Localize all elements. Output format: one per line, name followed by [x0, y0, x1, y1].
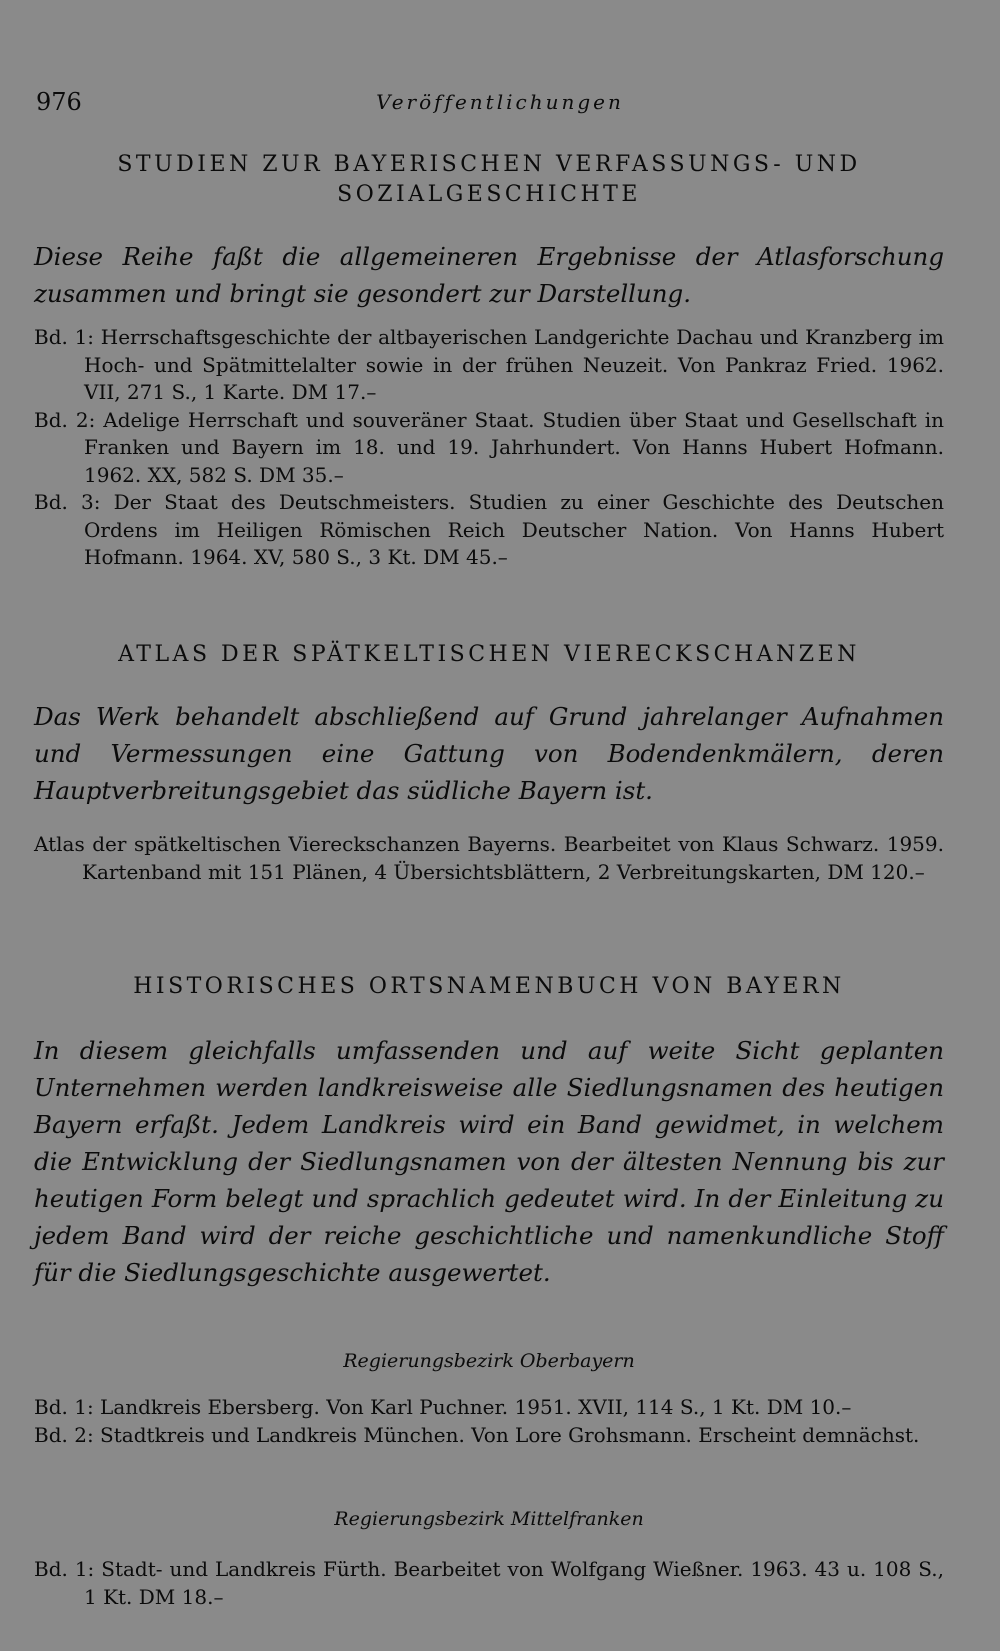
section-title-line: STUDIEN ZUR BAYERISCHEN VERFASSUNGS- UND — [117, 152, 861, 177]
bibliography-entry: Bd. 1: Herrschaftsgeschichte der altbayerischen Landgerichte Dachau und Kranzberg im Hoch- und Spätmittelalter sowie in der frühen Neuzeit. Von Pankraz Fried. 1962. VII, 271 S., 1 Karte. DM 17.– — [34, 325, 944, 404]
section-description: Das Werk behandelt abschließend auf Grund jahrelanger Aufnahmen und Vermessungen eine Gattung von Bodendenkmälern, deren Hauptverbreitungsgebiet das südliche Bayern ist. — [34, 702, 944, 805]
bibliography-entry: Bd. 1: Landkreis Ebersberg. Von Karl Puchner. 1951. XVII, 114 S., 1 Kt. DM 10.– — [34, 1395, 852, 1419]
section-studien-body — [34, 238, 944, 312]
page-number: 976 — [36, 88, 82, 116]
section-studien-entries — [34, 324, 944, 572]
section-ortsnamenbuch — [34, 972, 944, 1002]
bibliography-entry: Bd. 1: Stadt- und Landkreis Fürth. Bearbeitet von Wolfgang Wießner. 1963. 43 u. 108 S., 1 Kt. DM 18.– — [34, 1557, 944, 1609]
section-studien — [34, 150, 944, 210]
subsection-heading: Regierungsbezirk Mittelfranken — [334, 1508, 644, 1530]
section-atlas-body — [34, 698, 944, 809]
bibliography-entry: Bd. 2: Adelige Herrschaft und souveräner Staat. Studien über Staat und Gesellschaft in Franken und Bayern im 18. und 19. Jahrhundert. Von Hanns Hubert Hofmann. 1962. XX, 582 S. DM 35.– — [34, 407, 944, 487]
section-description: Diese Reihe faßt die allgemeineren Ergebnisse der Atlasforschung zusammen und bringt sie gesondert zur Darstellung. — [34, 242, 944, 308]
section-title — [34, 150, 944, 210]
running-head: Veröffentlichungen — [376, 90, 624, 114]
page-header — [36, 88, 964, 128]
section-atlas-entries — [34, 831, 944, 886]
section-atlas — [34, 640, 944, 670]
section-oberbayern — [34, 1350, 944, 1372]
section-title-line: SOZIALGESCHICHTE — [337, 182, 641, 207]
bibliography-entry: Bd. 3: Der Staat des Deutschmeisters. Studien zu einer Geschichte des Deutschen Ordens im Heiligen Römischen Reich Deutscher Nation. Von Hanns Hubert Hofmann. 1964. XV, 580 S., 3 Kt. DM 45.– — [34, 490, 944, 569]
section-title: HISTORISCHES ORTSNAMENBUCH VON BAYERN — [133, 974, 845, 999]
subsection-heading: Regierungsbezirk Oberbayern — [343, 1350, 635, 1372]
section-description: In diesem gleichfalls umfassenden und auf weite Sicht geplanten Unternehmen werden landkreisweise alle Siedlungsnamen des heutigen Bayern erfaßt. Jedem Landkreis wird ein Band gewidmet, in welchem die Entwicklung der Siedlungsnamen von der ältesten Nennung bis zur heutigen Form belegt und sprachlich gedeutet wird. In der Einleitung zu jedem Band wird der reiche geschichtliche und namenkundliche Stoff für die Siedlungsgeschichte ausgewertet. — [34, 1036, 944, 1287]
section-mittelfranken-entries — [34, 1556, 944, 1611]
section-oberbayern-entries — [34, 1394, 944, 1449]
bibliography-entry: Atlas der spätkeltischen Viereckschanzen Bayerns. Bearbeitet von Klaus Schwarz. 1959. Kartenband mit 151 Plänen, 4 Übersichtsblättern, 2 Verbreitungskarten, DM 120.– — [34, 832, 944, 884]
bibliography-entry: Bd. 2: Stadtkreis und Landkreis München. Von Lore Grohsmann. Erscheint demnächst. — [34, 1422, 920, 1447]
section-title: ATLAS DER SPÄTKELTISCHEN VIERECKSCHANZEN — [118, 642, 860, 667]
section-ortsnamenbuch-body — [34, 1032, 944, 1291]
section-mittelfranken — [34, 1508, 944, 1530]
